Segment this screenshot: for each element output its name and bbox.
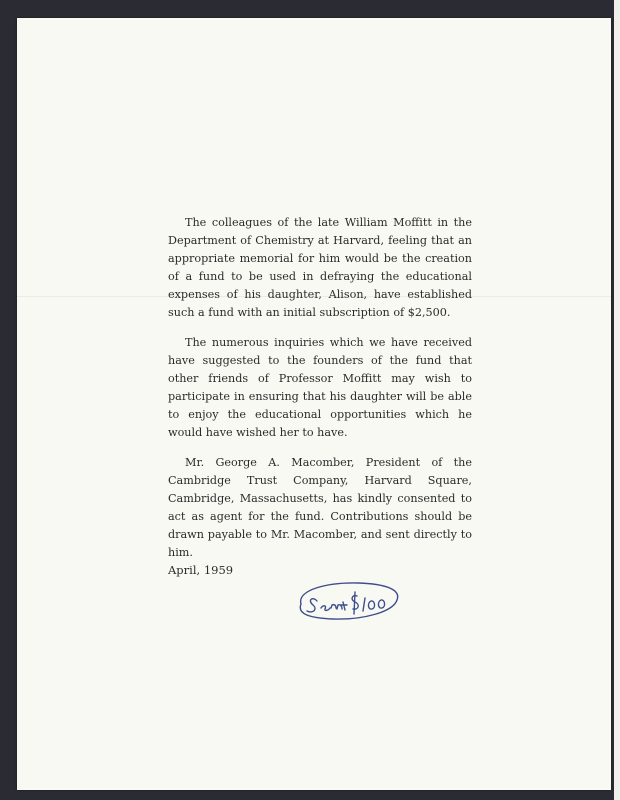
handwritten-annotation <box>287 574 407 626</box>
letter-page <box>17 18 611 790</box>
paragraph-3: Mr. George A. Macomber, President of the Cambridge Trust Company, Harvard Square, Cambridge, Massachusetts, has kindly consented to act as agent for the fund. Contributions should be drawn payable to Mr. Macomber, and sent directly to him. <box>168 456 472 559</box>
letter-date: April, 1959 <box>168 563 234 577</box>
letter-body <box>168 214 472 574</box>
paragraph-2: The numerous inquiries which we have received have suggested to the founders of the fund that other friends of Professor Moffitt may wish to participate in ensuring that his daughter will be able to enjoy the educational opportunities which he would have wished her to have. <box>168 336 472 439</box>
background-strip <box>614 0 620 800</box>
paragraph-1: The colleagues of the late William Moffitt in the Department of Chemistry at Harvard, feeling that an appropriate memorial for him would be the creation of a fund to be used in defraying the educational expenses of his daughter, Alison, have established such a fund with an initial subscription of $2,500. <box>168 216 472 319</box>
